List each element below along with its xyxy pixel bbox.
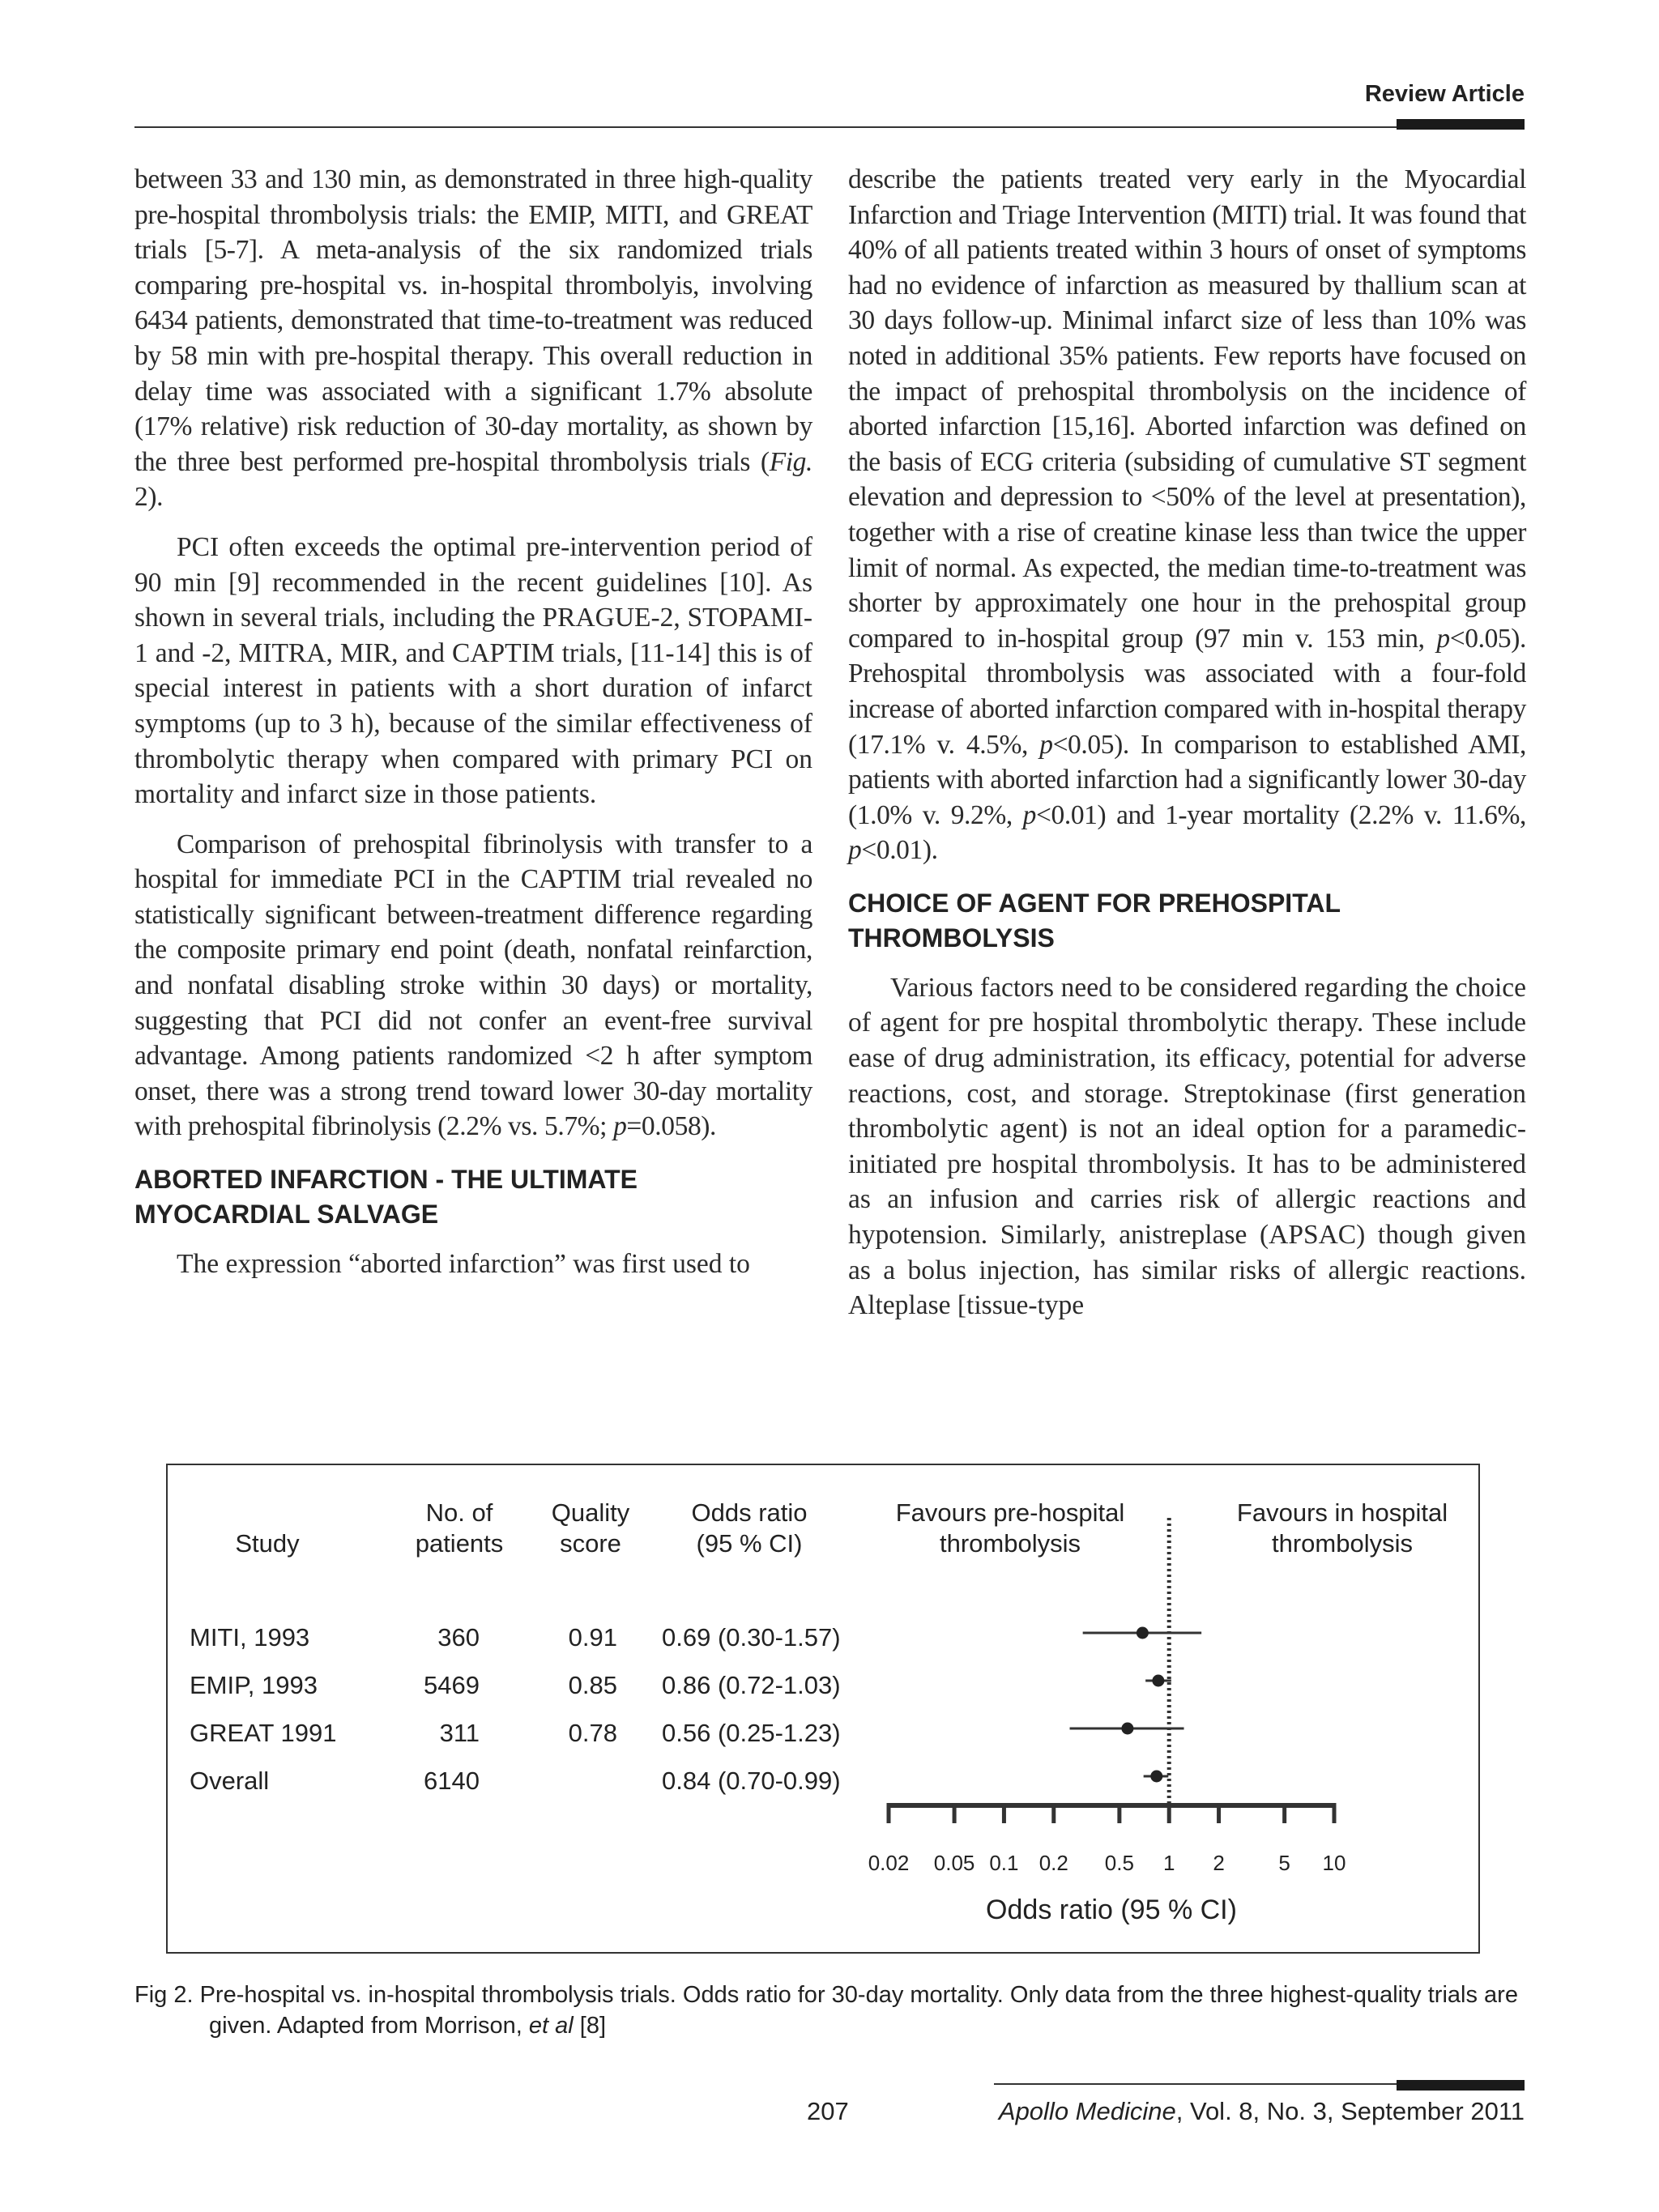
forest-plot	[168, 1465, 1478, 1952]
figure-caption: Fig 2. Pre-hospital vs. in-hospital thrombolysis trials. Odds ratio for 30-day mortality. Only data from the three highest-quality trials are given. Adapted from Morrison, et al [8]	[134, 1982, 1518, 2039]
x-tick-label: 5	[1278, 1851, 1290, 1875]
row-patients: 6140	[424, 1767, 480, 1795]
x-tick-label: 0.1	[989, 1851, 1019, 1875]
row-study: Overall	[190, 1767, 270, 1795]
row-odds-ratio: 0.56 (0.25-1.23)	[662, 1719, 841, 1747]
row-odds-ratio: 0.69 (0.30-1.57)	[662, 1623, 841, 1652]
running-header-label: Review Article	[1364, 81, 1525, 107]
section-heading: ABORTED INFARCTION - THE ULTIMATE MYOCARDIAL SALVAGE	[134, 1165, 638, 1230]
paragraph: between 33 and 130 min, as demonstrated in three high-quality pre-hospital thrombolysis trials: the EMIP, MITI, and GREAT trials [5-7]. A meta-analysis of the six randomized trials comparing pre-hospital vs. in-hospital thrombolyis, involving 6434 patients, demonstrated that time-to-treatment was reduced by 58 min with pre-hospital therapy. This overall reduction in delay time was associated with a significant 1.7% absolute (17% relative) risk reduction of 30-day mortality, as shown by the three best performed pre-hospital thrombolysis trials (Fig. 2).	[134, 164, 812, 513]
row-odds-ratio: 0.86 (0.72-1.03)	[662, 1671, 841, 1699]
header-rule	[134, 126, 1525, 128]
x-tick-label: 0.5	[1104, 1851, 1134, 1875]
right-column	[848, 162, 1526, 1338]
point-estimate	[1152, 1675, 1164, 1687]
x-tick-label: 1	[1162, 1851, 1175, 1875]
favours-prehospital-label: Favours pre-hospital thrombolysis	[895, 1498, 1125, 1558]
left-column	[134, 162, 812, 1297]
row-study: GREAT 1991	[190, 1719, 337, 1747]
x-tick-label: 10	[1322, 1851, 1346, 1875]
row-patients: 5469	[424, 1671, 480, 1699]
page-number: 207	[807, 2097, 849, 2125]
x-tick-label: 0.2	[1038, 1851, 1068, 1875]
journal-citation: Apollo Medicine, Vol. 8, No. 3, September 2011	[998, 2097, 1525, 2125]
row-patients: 311	[439, 1719, 480, 1747]
patients-col-header: No. of patients	[415, 1498, 504, 1558]
x-axis-label: Odds ratio (95 % CI)	[986, 1894, 1237, 1925]
section-heading: CHOICE OF AGENT FOR PREHOSPITAL THROMBOLYSIS	[848, 888, 1341, 953]
study-col-header: Study	[235, 1529, 300, 1558]
paragraph: Comparison of prehospital fibrinolysis with transfer to a hospital for immediate PCI in the CAPTIM trial revealed no statistically significant between-treatment difference regarding the composite primary end point (death, nonfatal reinfarction, and nonfatal disabling stroke within 30 days) or mortality, suggesting that PCI did not confer an event-free survival advantage. Among patients randomized <2 h after symptom onset, there was a strong trend toward lower 30-day mortality with prehospital fibrinolysis (2.2% vs. 5.7%; p=0.058).	[134, 829, 812, 1142]
paragraph: PCI often exceeds the optimal pre-intervention period of 90 min [9] recommended in the recent guidelines [10]. As shown in several trials, including the PRAGUE-2, STOPAMI-1 and -2, MITRA, MIR, and CAPTIM trials, [11-14] this is of special interest in patients with a short duration of infarct symptoms (up to 3 h), because of the similar effectiveness of thrombolytic therapy when compared with primary PCI on mortality and infarct size in those patients.	[134, 531, 812, 810]
row-study: EMIP, 1993	[190, 1671, 318, 1699]
paragraph: describe the patients treated very early in the Myocardial Infarction and Triage Intervention (MITI) trial. It was found that 40% of all patients treated within 3 hours of onset of symptoms had no evidence of infarction as measured by thallium scan at 30 days follow-up. Minimal infarct size of less than 10% was noted in additional 35% patients. Few reports have focused on the impact of prehospital thrombolysis on the incidence of aborted infarction [15,16]. Aborted infarction was defined on the basis of ECG criteria (subsiding of cumulative ST segment elevation and depression to <50% of the level at presentation), together with a rise of creatine kinase less than twice the upper limit of normal. As expected, the median time-to-treatment was shorter by approximately one hour in the prehospital group compared to in-hospital group (97 min v. 153 min, p<0.05). Prehospital thrombolysis was associated with a four-fold increase of aborted infarction compared with in-hospital therapy (17.1% v. 4.5%, p<0.05). In comparison to established AMI, patients with aborted infarction had a significantly lower 30-day (1.0% v. 9.2%, p<0.01) and 1-year mortality (2.2% v. 11.6%, p<0.01).	[848, 164, 1526, 866]
row-odds-ratio: 0.84 (0.70-0.99)	[662, 1767, 841, 1795]
footer-bar	[1397, 2080, 1525, 2091]
x-tick-label: 0.05	[933, 1851, 975, 1875]
odds-col-header: Odds ratio (95 % CI)	[691, 1498, 808, 1558]
x-tick-label: 2	[1213, 1851, 1225, 1875]
favours-inhospital-label: Favours in hospital thrombolysis	[1236, 1498, 1448, 1558]
row-quality: 0.78	[568, 1719, 617, 1747]
point-estimate	[1137, 1627, 1149, 1639]
row-quality: 0.85	[568, 1671, 617, 1699]
quality-col-header: Quality score	[551, 1498, 630, 1558]
row-patients: 360	[437, 1623, 480, 1652]
forest-plot-figure	[166, 1464, 1480, 1954]
x-tick-label: 0.02	[868, 1851, 910, 1875]
row-quality: 0.91	[568, 1623, 617, 1652]
paragraph: Various factors need to be considered regarding the choice of agent for pre hospital thrombolytic therapy. These include ease of drug administration, its efficacy, potential for adverse reactions, cost, and storage. Streptokinase (first generation thrombolytic agent) is not an ideal option for a paramedic-initiated pre hospital thrombolysis. It has to be administered as an infusion and carries risk of allergic reactions and hypotension. Similarly, anistreplase (APSAC) though given as a bolus injection, has similar risks of allergic reactions. Alteplase [tissue-type	[848, 972, 1526, 1321]
point-estimate	[1121, 1723, 1133, 1735]
paragraph: The expression “aborted infarction” was first used to	[177, 1249, 750, 1280]
header-bar	[1397, 119, 1525, 130]
row-study: MITI, 1993	[190, 1623, 310, 1652]
point-estimate	[1150, 1771, 1162, 1783]
